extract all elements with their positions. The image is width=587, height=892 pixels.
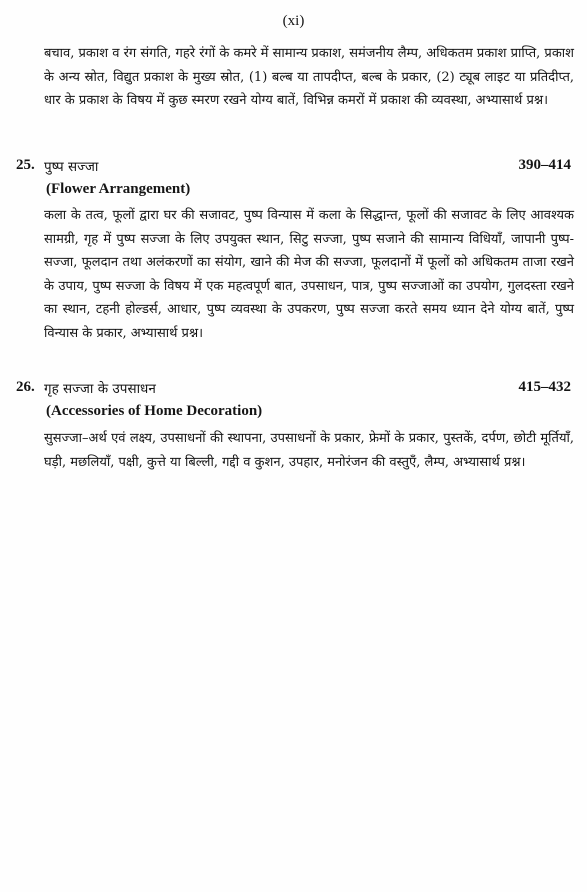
chapter-25-description: कला के तत्व, फूलों द्वारा घर की सजावट, पुष्प विन्यास में कला के सिद्धान्त, फूलों की सजावट के लिए आवश्यक सामग्री, गृह में पुष्प सज्जा के लिए उपयुक्त स्थान, सिटु सज्जा, पुष्प सजाने की सामान्य विधियाँ, जापानी पुष्प-सज्जा, फूलदान तथा अलंकरणों का संयोग, खाने की मेज की सज्जा, फूलदानों में फूलों को अधिकतम ताजा रखने के उपाय, पुष्प सज्जा के विषय में एक महत्वपूर्ण बात, उपसाधन, पात्र, पुष्प सज्जाओं का उपयोग, गुलदस्ता रखने का स्थान, टहनी होल्डर्स, आधार, पुष्प व्यवस्था के उपकरण, पुष्प सज्जा करते समय ध्यान देने योग्य बातें, पुष्प विन्यास के प्रकार, अभ्यासार्थ प्रश्न। bbox=[44, 208, 574, 341]
chapter-25-title: पुष्प सज्जा bbox=[44, 159, 99, 175]
chapter-26-number: 26. bbox=[16, 379, 35, 395]
chapter-26-page-range: 415–432 bbox=[518, 379, 571, 395]
chapter-25-english-title: (Flower Arrangement) bbox=[46, 181, 191, 197]
continued-chapter-description: बचाव, प्रकाश व रंग संगति, गहरे रंगों के कमरे में सामान्य प्रकाश, समंजनीय लैम्प, अधिकतम प्रकाश प्राप्ति, प्रकाश के अन्य स्रोत, विद्युत प्रकाश के मुख्य स्रोत, (1) बल्ब या तापदीप्त, बल्ब के प्रकार, (2) ट्यूब लाइट या प्रतिदीप्त, धार के प्रकाश के विषय में कुछ स्मरण रखने योग्य बातें, विभिन्न कमरों में प्रकाश की व्यवस्था, अभ्यासार्थ प्रश्न। bbox=[44, 46, 575, 109]
chapter-26-english-title: (Accessories of Home Decoration) bbox=[46, 403, 263, 419]
chapter-26-description: सुसज्जा–अर्थ एवं लक्ष्य, उपसाधनों की स्थापना, उपसाधनों के प्रकार, फ्रेमों के प्रकार, पुस्तकें, दर्पण, छोटी मूर्तियाँ, घड़ी, मछलियाँ, पक्षी, कुत्ते या बिल्ली, गद्दी व कुशन, उपहार, मनोरंजन की वस्तुएँ, लैम्प, अभ्यासार्थ प्रश्न। bbox=[44, 431, 574, 470]
chapter-26-title: गृह सज्जा के उपसाधन bbox=[44, 381, 156, 397]
page-number: (xi) bbox=[282, 13, 305, 29]
chapter-25-page-range: 390–414 bbox=[518, 157, 571, 173]
chapter-25-number: 25. bbox=[16, 157, 35, 173]
